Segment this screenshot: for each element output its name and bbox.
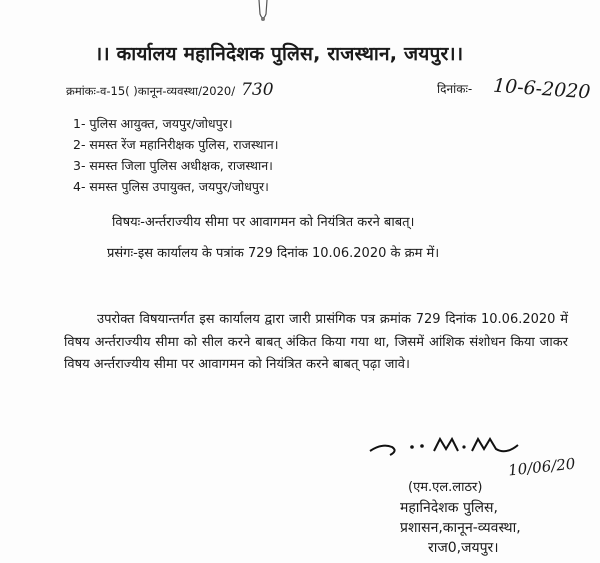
signature-date: 10/06/20: [507, 454, 577, 480]
reference-line: [66, 80, 274, 100]
signatory-name: (एम.एल.लाठर): [408, 480, 483, 495]
reference-label: क्रमांकः-व-15( )कानून-व्यवस्था/2020/: [66, 84, 236, 98]
binding-mark: [256, 0, 270, 26]
signatory-place: राज0,जयपुर।: [428, 540, 499, 556]
signatory-designation: महानिदेशक पुलिस,: [400, 500, 498, 516]
reference-number: 730: [241, 80, 274, 100]
recipient-list: [73, 113, 278, 197]
recipient-item: 1- पुलिस आयुक्त, जयपुर/जोधपुर।: [73, 116, 233, 131]
recipient-item: 3- समस्त जिला पुलिस अधीक्षक, राजस्थान।: [73, 158, 273, 173]
subject-line: विषयः-अर्न्तराज्यीय सीमा पर आवागमन को नियंत्रित करने बाबत्।: [112, 215, 415, 230]
handwritten-date: 10-6-2020: [492, 74, 592, 104]
recipient-item: 4- समस्त पुलिस उपायुक्त, जयपुर/जोधपुर।: [73, 179, 269, 194]
reference-text: प्रसंगः-इस कार्यालय के पत्रांक 729 दिनांक 10.06.2020 के क्रम में।: [107, 246, 440, 261]
letter-heading: ।। कार्यालय महानिदेशक पुलिस, राजस्थान, जयपुर।।: [95, 43, 464, 65]
recipient-item: 2- समस्त रेंज महानिरीक्षक पुलिस, राजस्थान।: [73, 137, 279, 152]
signatory-department: प्रशासन,कानून-व्यवस्था,: [400, 520, 521, 536]
date-label: दिनांकः-: [437, 82, 473, 96]
signatory-block: [400, 478, 521, 558]
body-paragraph: उपरोक्त विषयान्तर्गत इस कार्यालय द्वारा जारी प्रासंगिक पत्र क्रमांक 729 दिनांक 10.06.2020 में विषय अर्न्तराज्यीय सीमा को सील करने बाबत् अंकित किया गया था, जिसमें आंशिक संशोधन किया जाकर विषय अर्न्तराज्यीय सीमा पर आवागमन को नियंत्रित करने बाबत् पढ़ा जावे।: [64, 312, 568, 372]
